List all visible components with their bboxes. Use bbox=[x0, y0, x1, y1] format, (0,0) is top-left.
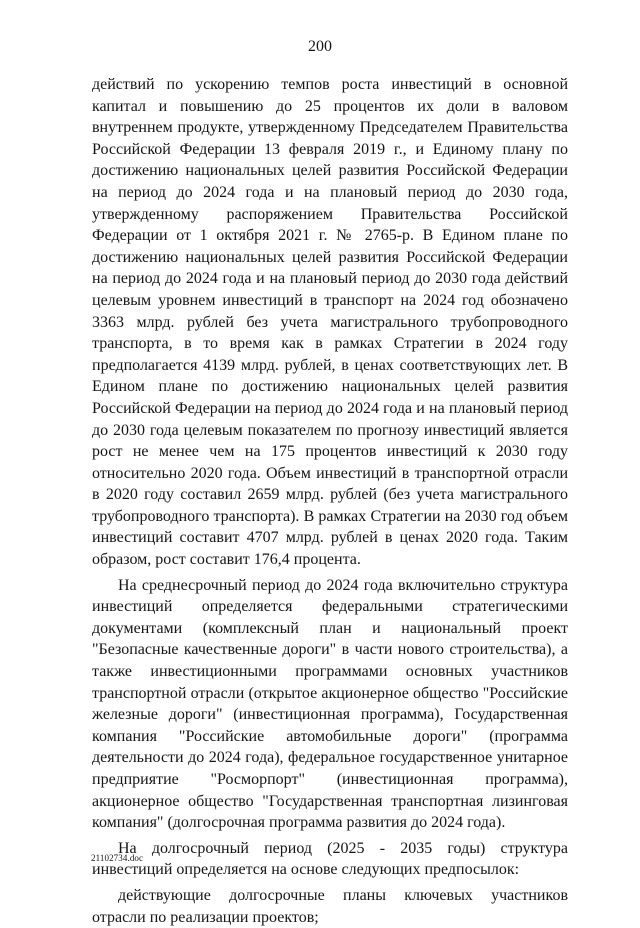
paragraph-long-term-period: На долгосрочный период (2025 - 2035 годы) структура инвестиций определяется на основе следующих предпосылок: bbox=[92, 839, 568, 879]
paragraph-medium-term-structure: На среднесрочный период до 2024 года включительно структура инвестиций определяется федеральными стратегическими документами (комплексный план и национальный проект "Безопасные качественные дороги" в части нового строительства), а также инвестиционными программами основных участников транспортной отрасли (открытое акционерное общество "Российские железные дороги" (инвестиционная программа), Государственная компания "Российские автомобильные дороги" (программа деятельности до 2024 года), федеральное государственное унитарное предприятие "Росморпорт" (инвестиционная программа), акционерное общество "Государственная транспортная лизинговая компания" (долгосрочная программа развития до 2024 года). bbox=[92, 576, 568, 832]
document-body bbox=[92, 74, 568, 928]
paragraph-continuation: действий по ускорению темпов роста инвестиций в основной капитал и повышению до 25 процентов их доли в валовом внутреннем продукте, утвержденному Председателем Правительства Российской Федерации 13 февраля 2019 г., и Единому плану по достижению национальных целей развития Российской Федерации на период до 2024 года и на плановый период до 2030 года, утвержденному распоряжением Правительства Российской Федерации от 1 октября 2021 г. № 2765-р. В Едином плане по достижению национальных целей развития Российской Федерации на период до 2024 года и на плановый период до 2030 года действий целевым уровнем инвестиций в транспорт на 2024 год обозначено 3363 млрд. рублей без учета магистрального трубопроводного транспорта, в то время как в рамках Стратегии в 2024 году предполагается 4139 млрд. рублей, в ценах соответствующих лет. В Едином плане по достижению национальных целей развития Российской Федерации на период до 2024 года и на плановый период до 2030 года целевым показателем по прогнозу инвестиций является рост не менее чем на 175 процентов инвестиций к 2030 году относительно 2020 года. Объем инвестиций в транспортной отрасли в 2020 году составил 2659 млрд. рублей (без учета магистрального трубопроводного транспорта). В рамках Стратегии на 2030 год объем инвестиций составит 4707 млрд. рублей в ценах 2020 года. Таким образом, рост составит 176,4 процента. bbox=[92, 76, 568, 569]
paragraph-list-item: действующие долгосрочные планы ключевых участников отрасли по реализации проектов; bbox=[92, 886, 568, 926]
page-number: 200 bbox=[308, 38, 332, 55]
document-code: 21102734.doc bbox=[91, 853, 144, 863]
